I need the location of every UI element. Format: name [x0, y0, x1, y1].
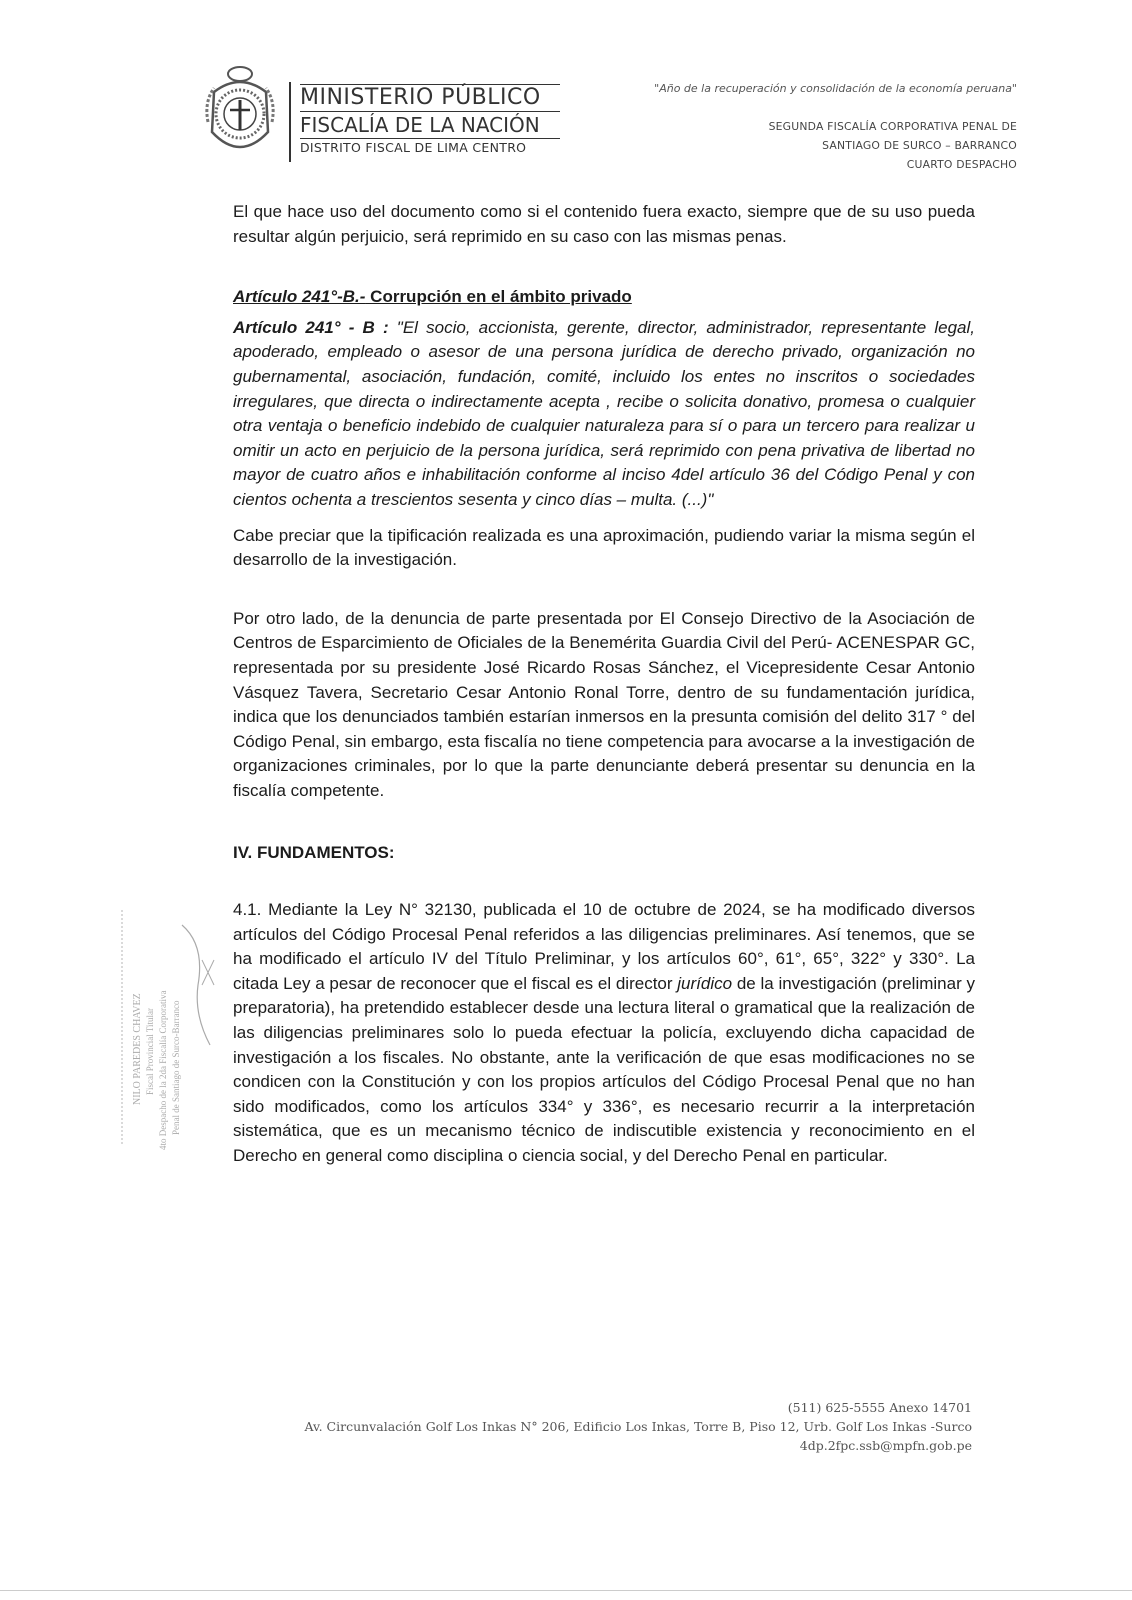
header-divider — [289, 82, 291, 162]
quote-lead: Artículo 241° - B : — [233, 317, 389, 337]
document-body — [233, 200, 975, 1169]
article-number: Artículo 241°-B.- — [233, 287, 366, 307]
fiscalia-name: FISCALÍA DE LA NACIÓN — [300, 111, 560, 139]
district-name: DISTRITO FISCAL DE LIMA CENTRO — [300, 140, 527, 155]
quote-text: "El socio, accionista, gerente, director, administrador, representante legal, apoderado, empleado o asesor de una persona jurídica de derecho privado, organización no gubernamental, asociación, fundación, comité, incluido los entes no inscritos o sociedades irregulares, que directa o indirectamente acepta , recibe o solicita donativo, promesa o cualquier otra ventaja o beneficio indebido de cualquier naturaleza para sí o para un tercero para realizar u omitir un acto en perjuicio de la persona jurídica, será reprimido con pena privativa de libertad no mayor de cuatro años e inhabilitación conforme al inciso 4del artículo 36 del Código Penal y con cientos ochenta a trescientos sesenta y cinco días – multa. (...)" — [233, 317, 975, 509]
signature-mark — [182, 925, 210, 1045]
coat-of-arms-icon — [200, 62, 280, 162]
footer-address: Av. Circunvalación Golf Los Inkas N° 206, Edificio Los Inkas, Torre B, Piso 12, Urb. Golf Los Inkas -Surco — [304, 1419, 972, 1434]
paragraph-part: 4.1. Mediante la Ley N° 32130, publicada el 10 de octubre de 2024, se ha modificado diversos artículos del Código Procesal Penal referidos a las diligencias preliminares. Así tenemos, que se ha modificado el artículo IV del Título Preliminar, y los artículos 60°, 61°, 65°, 322° y 330°. La citada Ley a pesar de reconocer que el fiscal es el director — [233, 900, 975, 993]
paragraph: El que hace uso del documento como si el contenido fuera exacto, siempre que de su uso pueda resultar algún perjuicio, será reprimido en su caso con las mismas penas. — [233, 202, 975, 246]
stamp-line: NILO PAREDES CHAVEZ — [132, 993, 143, 1105]
office-block — [769, 117, 1017, 174]
paragraph — [233, 898, 975, 1169]
official-stamp — [110, 905, 220, 1155]
stamp-line: Fiscal Provincial Titular — [145, 1007, 155, 1095]
paragraph: Cabe preciar que la tipificación realizada es una aproximación, pudiendo variar la misma según el desarrollo de la investigación. — [233, 525, 975, 570]
year-motto: "Año de la recuperación y consolidación de la economía peruana" — [654, 82, 1017, 95]
paragraph: Por otro lado, de la denuncia de parte presentada por El Consejo Directivo de la Asociación de Centros de Esparcimiento de Oficiales de la Benemérita Guardia Civil del Perú- ACENESPAR GC, representada por su presidente José Ricardo Rosas Sánchez, el Vicepresidente Cesar Antonio Vásquez Tavera, Secretario Cesar Antonio Ronal Torre, dentro de su fundamentación jurídica, indica que los denunciados también estarían inmersos en la presunta comisión del delito 317 ° del Código Penal, sin embargo, esta fiscalía no tiene competencia para avocarse a la investigación de organizaciones criminales, por lo que la parte denunciante deberá presentar su denuncia en la fiscalía competente. — [233, 608, 975, 800]
footer-block — [305, 1398, 973, 1455]
bottom-edge-line — [0, 1590, 1132, 1591]
article-title — [233, 285, 975, 310]
footer-phone: (511) 625-5555 Anexo 14701 — [787, 1400, 972, 1415]
article-name: Corrupción en el ámbito privado — [365, 287, 632, 307]
signature-mark — [202, 960, 214, 985]
ministry-name: MINISTERIO PÚBLICO — [300, 84, 560, 111]
stamp-line: 4to Despacho de la 2da Fiscalía Corporativa — [158, 990, 168, 1150]
footer-email: 4dp.2fpc.ssb@mpfn.gob.pe — [799, 1438, 972, 1453]
section-title: IV. FUNDAMENTOS: — [233, 843, 395, 863]
office-line: SANTIAGO DE SURCO – BARRANCO — [822, 139, 1017, 152]
ministry-block — [300, 84, 560, 157]
paragraph-emphasis: jurídico — [677, 973, 733, 993]
stamp-line: Penal de Santiago de Surco-Barranco — [171, 1000, 181, 1135]
office-line: SEGUNDA FISCALÍA CORPORATIVA PENAL DE — [768, 120, 1017, 133]
article-quote — [233, 316, 975, 513]
office-line: CUARTO DESPACHO — [906, 158, 1017, 171]
paragraph-part: de la investigación (preliminar y preparatoria), ha pretendido establecer desde una lectura literal o gramatical que la realización de las diligencias preliminares solo lo pueda efectuar la policía, excluyendo dicha capacidad de investigación a los fiscales. No obstante, ante la verificación de que esas modificaciones no se condicen con la Constitución y con los propios artículos del Código Procesal Penal que no han sido modificados, como los artículos 334° y 336°, es necesario recurrir a la interpretación sistemática, que es un mecanismo técnico de indiscutible existencia y reconocimiento en el Derecho en general como disciplina o ciencia social, y del Derecho Penal en particular. — [233, 973, 975, 1165]
